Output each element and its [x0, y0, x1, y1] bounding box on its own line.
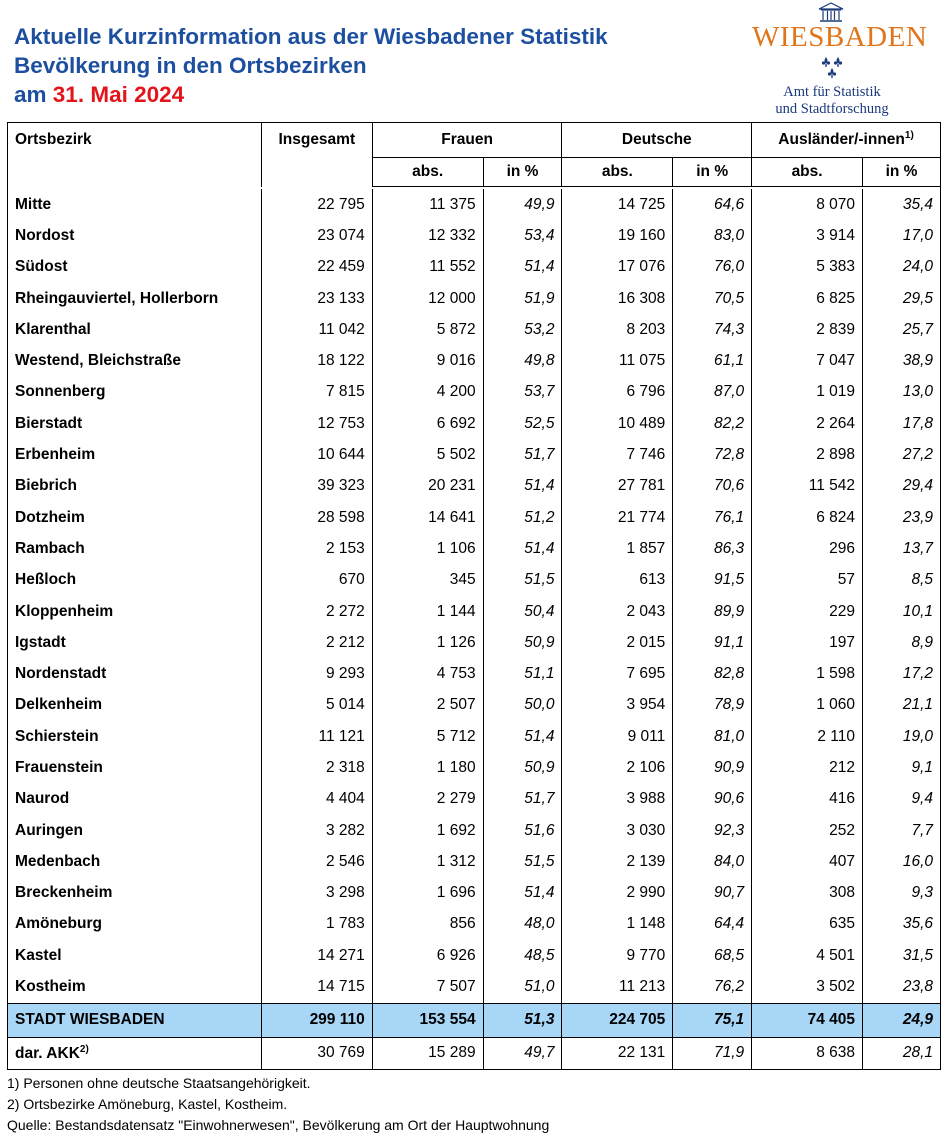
district-total: 2 272	[261, 596, 372, 627]
district-women-pct: 53,2	[483, 314, 562, 345]
total-row-name: STADT WIESBADEN	[8, 1003, 262, 1037]
district-name: Rheingauviertel, Hollerborn	[8, 283, 262, 314]
district-women-pct: 51,4	[483, 878, 562, 909]
district-name: Biebrich	[8, 471, 262, 502]
district-women-pct: 51,0	[483, 971, 562, 1003]
population-table	[7, 122, 941, 1070]
district-foreign-pct: 17,8	[863, 408, 941, 439]
district-name: Frauenstein	[8, 752, 262, 783]
district-german-pct: 89,9	[673, 596, 752, 627]
district-foreign-abs: 1 598	[816, 665, 856, 683]
district-name: Amöneburg	[8, 909, 262, 940]
district-name: Breckenheim	[8, 878, 262, 909]
total-row-german-pct: 75,1	[673, 1003, 752, 1037]
district-total: 7 815	[261, 377, 372, 408]
title-date: 31. Mai 2024	[52, 82, 185, 107]
table-row	[8, 345, 941, 376]
logo-dept-line-1: Amt für Statistik	[783, 84, 881, 100]
district-foreign-abs: 3 914	[816, 226, 856, 244]
district-women-abs: 1 692	[436, 821, 476, 839]
sub-header-german-abs: abs.	[562, 158, 673, 187]
district-german-abs: 6 796	[626, 383, 666, 401]
district-foreign-abs: 1 019	[816, 383, 856, 401]
district-total: 5 014	[261, 690, 372, 721]
akk-row-name	[8, 1037, 262, 1069]
total-row-total: 299 110	[261, 1003, 372, 1037]
district-german-abs: 7 695	[626, 665, 666, 683]
district-foreign-pct: 23,8	[863, 971, 941, 1003]
akk-row-foreign-abs: 8 638	[752, 1037, 863, 1069]
table-row	[8, 658, 941, 689]
district-german-abs: 19 160	[617, 226, 666, 244]
district-foreign-abs: 2 110	[817, 727, 856, 745]
sub-header-german-pct: in %	[673, 158, 752, 187]
akk-row-german-pct: 71,9	[673, 1037, 752, 1069]
district-foreign-abs: 4 501	[816, 946, 856, 964]
district-german-pct: 91,5	[673, 565, 752, 596]
group-header-german: Deutsche	[562, 123, 752, 158]
district-women-pct: 51,4	[483, 721, 562, 752]
district-total: 23 133	[261, 283, 372, 314]
district-foreign-pct: 31,5	[863, 940, 941, 971]
district-german-abs: 11 075	[619, 352, 666, 370]
district-women-abs: 4 200	[436, 383, 476, 401]
district-name: Igstadt	[8, 627, 262, 658]
district-german-abs: 2 106	[626, 758, 666, 776]
district-german-pct: 76,1	[673, 502, 752, 533]
district-women-pct: 50,9	[483, 627, 562, 658]
table-row	[8, 189, 941, 220]
district-foreign-pct: 35,4	[863, 189, 941, 220]
district-name: Heßloch	[8, 565, 262, 596]
district-german-abs: 27 781	[617, 477, 666, 495]
district-foreign-pct: 9,3	[863, 878, 941, 909]
district-foreign-pct: 35,6	[863, 909, 941, 940]
table-row	[8, 878, 941, 909]
district-women-abs: 6 926	[436, 946, 476, 964]
sub-header-foreign-pct: in %	[863, 158, 941, 187]
total-row-women-abs: 153 554	[372, 1003, 483, 1037]
title-line-3	[14, 80, 608, 109]
district-name: Südost	[8, 252, 262, 283]
district-foreign-abs: 5 383	[816, 258, 856, 276]
district-total: 23 074	[261, 220, 372, 251]
district-name: Kostheim	[8, 971, 262, 1003]
district-foreign-pct: 21,1	[863, 690, 941, 721]
district-total: 3 298	[261, 878, 372, 909]
table-row	[8, 596, 941, 627]
district-german-pct: 70,5	[673, 283, 752, 314]
district-women-pct: 51,5	[483, 565, 562, 596]
district-german-abs: 3 988	[626, 790, 666, 808]
district-name: Klarenthal	[8, 314, 262, 345]
district-total: 14 715	[261, 971, 372, 1003]
district-women-pct: 53,7	[483, 377, 562, 408]
district-german-pct: 70,6	[673, 471, 752, 502]
district-foreign-abs: 11 542	[808, 477, 856, 495]
district-total: 12 753	[261, 408, 372, 439]
district-total: 22 459	[261, 252, 372, 283]
district-foreign-pct: 29,4	[863, 471, 941, 502]
district-women-pct: 51,4	[483, 471, 562, 502]
district-total: 18 122	[261, 345, 372, 376]
district-german-abs: 10 489	[617, 414, 666, 432]
district-german-abs: 14 725	[617, 195, 666, 213]
district-german-pct: 90,6	[673, 784, 752, 815]
district-name: Bierstadt	[8, 408, 262, 439]
report-title	[14, 22, 608, 109]
district-women-abs: 14 641	[428, 508, 476, 526]
district-total: 2 212	[261, 627, 372, 658]
district-total: 10 644	[261, 439, 372, 470]
district-foreign-pct: 24,0	[863, 252, 941, 283]
district-foreign-abs: 8 070	[816, 195, 856, 213]
district-foreign-pct: 9,4	[863, 784, 941, 815]
akk-row-women-abs: 15 289	[372, 1037, 483, 1069]
district-women-abs: 20 231	[428, 477, 476, 495]
district-name: Auringen	[8, 815, 262, 846]
district-name: Medenbach	[8, 846, 262, 877]
district-foreign-abs: 2 898	[816, 446, 856, 464]
district-foreign-pct: 13,7	[863, 533, 941, 564]
district-foreign-pct: 19,0	[863, 721, 941, 752]
district-german-pct: 72,8	[673, 439, 752, 470]
district-foreign-pct: 17,0	[863, 220, 941, 251]
district-women-pct: 49,9	[483, 189, 562, 220]
logo-wordmark: WIESBADEN	[752, 21, 928, 53]
district-german-abs: 9 770	[626, 946, 666, 964]
district-women-pct: 51,6	[483, 815, 562, 846]
district-women-abs: 1 312	[436, 852, 476, 870]
district-name: Mitte	[8, 189, 262, 220]
table-row	[8, 471, 941, 502]
district-foreign-pct: 8,5	[863, 565, 941, 596]
district-women-pct: 50,0	[483, 690, 562, 721]
district-german-abs: 2 043	[626, 602, 666, 620]
district-women-pct: 48,5	[483, 940, 562, 971]
sub-header-women-pct: in %	[483, 158, 562, 187]
district-german-abs: 1 857	[626, 539, 666, 557]
district-german-abs: 21 774	[617, 508, 666, 526]
district-name: Kastel	[8, 940, 262, 971]
district-foreign-abs: 407	[829, 852, 856, 870]
table-row	[8, 533, 941, 564]
title-line-2: Bevölkerung in den Ortsbezirken	[14, 53, 367, 78]
group-header-women: Frauen	[372, 123, 562, 158]
district-german-abs: 3 030	[626, 821, 666, 839]
group-header-foreign	[752, 123, 941, 158]
district-foreign-pct: 23,9	[863, 502, 941, 533]
district-german-abs: 613	[639, 571, 666, 589]
district-foreign-abs: 229	[829, 602, 856, 620]
footnote-2: 2) Ortsbezirke Amöneburg, Kastel, Kostheim.	[7, 1096, 288, 1112]
district-foreign-pct: 25,7	[863, 314, 941, 345]
district-german-pct: 82,8	[673, 658, 752, 689]
district-german-pct: 90,9	[673, 752, 752, 783]
akk-row	[8, 1037, 941, 1069]
district-foreign-abs: 296	[829, 539, 856, 557]
district-foreign-pct: 27,2	[863, 439, 941, 470]
district-foreign-abs: 57	[837, 571, 856, 589]
akk-row-german-abs: 22 131	[562, 1037, 673, 1069]
table-row	[8, 752, 941, 783]
total-row	[8, 1003, 941, 1037]
footnote-ref-1: 1)	[904, 130, 914, 142]
district-foreign-pct: 17,2	[863, 658, 941, 689]
footnotes	[7, 1073, 549, 1136]
table-row	[8, 314, 941, 345]
district-women-abs: 12 000	[428, 289, 476, 307]
total-row-women-pct: 51,3	[483, 1003, 562, 1037]
district-german-abs: 1 148	[626, 915, 666, 933]
col-header-district: Ortsbezirk	[8, 123, 262, 187]
table-row	[8, 408, 941, 439]
district-women-pct: 51,1	[483, 658, 562, 689]
district-foreign-pct: 13,0	[863, 377, 941, 408]
footnote-ref-2: 2)	[79, 1043, 89, 1055]
district-foreign-abs: 635	[829, 915, 856, 933]
district-foreign-pct: 9,1	[863, 752, 941, 783]
district-foreign-abs: 308	[829, 884, 856, 902]
district-name: Westend, Bleichstraße	[8, 345, 262, 376]
district-women-abs: 2 507	[436, 696, 476, 714]
district-women-abs: 11 552	[429, 258, 476, 276]
district-name: Erbenheim	[8, 439, 262, 470]
district-total: 4 404	[261, 784, 372, 815]
district-women-pct: 51,4	[483, 533, 562, 564]
district-total: 3 282	[261, 815, 372, 846]
district-german-abs: 2 990	[626, 884, 666, 902]
district-foreign-abs: 3 502	[816, 978, 856, 996]
fleur-de-lis-icon	[818, 55, 846, 81]
district-women-abs: 1 180	[436, 758, 476, 776]
district-women-abs: 4 753	[436, 665, 476, 683]
district-women-abs: 12 332	[428, 226, 476, 244]
district-women-abs: 1 126	[436, 633, 476, 651]
district-name: Nordenstadt	[8, 658, 262, 689]
district-name: Dotzheim	[8, 502, 262, 533]
district-women-pct: 51,2	[483, 502, 562, 533]
district-german-pct: 90,7	[673, 878, 752, 909]
table-row	[8, 971, 941, 1003]
district-women-pct: 51,9	[483, 283, 562, 314]
logo-dept-line-2: und Stadtforschung	[775, 101, 889, 117]
district-women-pct: 52,5	[483, 408, 562, 439]
district-german-pct: 82,2	[673, 408, 752, 439]
district-total: 28 598	[261, 502, 372, 533]
district-foreign-abs: 7 047	[816, 352, 856, 370]
district-german-pct: 86,3	[673, 533, 752, 564]
district-women-abs: 7 507	[436, 978, 476, 996]
district-german-pct: 81,0	[673, 721, 752, 752]
table-row	[8, 220, 941, 251]
district-german-pct: 78,9	[673, 690, 752, 721]
title-line-1: Aktuelle Kurzinformation aus der Wiesbadener Statistik	[14, 24, 608, 49]
district-german-abs: 8 203	[626, 320, 666, 338]
district-women-abs: 9 016	[436, 352, 476, 370]
district-name: Delkenheim	[8, 690, 262, 721]
district-german-abs: 16 308	[617, 289, 666, 307]
total-row-foreign-pct: 24,9	[863, 1003, 941, 1037]
district-foreign-pct: 38,9	[863, 345, 941, 376]
city-logo	[752, 2, 928, 120]
district-women-pct: 51,7	[483, 439, 562, 470]
akk-row-label: dar. AKK	[15, 1044, 80, 1062]
table-row	[8, 439, 941, 470]
source-note: Quelle: Bestandsdatensatz "Einwohnerwesen", Bevölkerung am Ort der Hauptwohnung	[7, 1117, 550, 1133]
footnote-1: 1) Personen ohne deutsche Staatsangehörigkeit.	[7, 1075, 311, 1091]
district-women-abs: 345	[449, 571, 476, 589]
district-german-abs: 3 954	[626, 696, 666, 714]
district-german-abs: 2 015	[626, 633, 666, 651]
district-german-abs: 2 139	[626, 852, 666, 870]
table-row	[8, 909, 941, 940]
district-german-pct: 91,1	[673, 627, 752, 658]
district-foreign-pct: 16,0	[863, 846, 941, 877]
district-german-pct: 76,0	[673, 252, 752, 283]
district-total: 2 153	[261, 533, 372, 564]
district-foreign-abs: 212	[829, 758, 856, 776]
table-row	[8, 721, 941, 752]
district-foreign-abs: 416	[829, 790, 856, 808]
table-row	[8, 690, 941, 721]
table-row	[8, 565, 941, 596]
district-german-pct: 76,2	[673, 971, 752, 1003]
district-women-pct: 50,4	[483, 596, 562, 627]
akk-row-total: 30 769	[261, 1037, 372, 1069]
district-women-pct: 50,9	[483, 752, 562, 783]
district-name: Naurod	[8, 784, 262, 815]
district-german-pct: 92,3	[673, 815, 752, 846]
table-row	[8, 784, 941, 815]
district-women-abs: 1 106	[436, 539, 476, 557]
district-german-pct: 74,3	[673, 314, 752, 345]
district-german-abs: 7 746	[626, 446, 666, 464]
district-women-pct: 51,7	[483, 784, 562, 815]
table-row	[8, 252, 941, 283]
district-total: 2 318	[261, 752, 372, 783]
district-foreign-abs: 1 060	[816, 696, 856, 714]
district-women-abs: 2 279	[436, 790, 476, 808]
district-women-abs: 1 144	[436, 602, 476, 620]
district-name: Schierstein	[8, 721, 262, 752]
district-german-pct: 84,0	[673, 846, 752, 877]
district-women-pct: 53,4	[483, 220, 562, 251]
district-foreign-abs: 197	[829, 633, 856, 651]
district-women-pct: 51,4	[483, 252, 562, 283]
table-row	[8, 846, 941, 877]
district-total: 11 121	[261, 721, 372, 752]
district-foreign-abs: 2 264	[816, 414, 856, 432]
district-german-pct: 64,6	[673, 189, 752, 220]
district-total: 670	[261, 565, 372, 596]
district-german-abs: 11 213	[619, 978, 666, 996]
sub-header-foreign-abs: abs.	[752, 158, 863, 187]
district-german-pct: 68,5	[673, 940, 752, 971]
district-women-abs: 856	[449, 915, 476, 933]
district-women-pct: 51,5	[483, 846, 562, 877]
district-name: Kloppenheim	[8, 596, 262, 627]
table-row	[8, 815, 941, 846]
district-name: Sonnenberg	[8, 377, 262, 408]
district-total: 11 042	[261, 314, 372, 345]
table-row	[8, 283, 941, 314]
district-total: 39 323	[261, 471, 372, 502]
district-women-abs: 1 696	[436, 884, 476, 902]
district-name: Nordost	[8, 220, 262, 251]
district-total: 9 293	[261, 658, 372, 689]
table-row	[8, 627, 941, 658]
district-german-abs: 17 076	[617, 258, 666, 276]
district-foreign-pct: 10,1	[863, 596, 941, 627]
district-german-abs: 9 011	[627, 727, 666, 745]
logo-department	[752, 84, 912, 118]
district-german-pct: 87,0	[673, 377, 752, 408]
table-row	[8, 377, 941, 408]
total-row-foreign-abs: 74 405	[752, 1003, 863, 1037]
akk-row-women-pct: 49,7	[483, 1037, 562, 1069]
district-foreign-pct: 29,5	[863, 283, 941, 314]
district-foreign-abs: 252	[829, 821, 856, 839]
district-women-pct: 49,8	[483, 345, 562, 376]
district-name: Rambach	[8, 533, 262, 564]
district-foreign-abs: 6 825	[816, 289, 856, 307]
district-total: 2 546	[261, 846, 372, 877]
district-women-abs: 6 692	[436, 414, 476, 432]
district-foreign-abs: 6 824	[816, 508, 856, 526]
district-women-pct: 48,0	[483, 909, 562, 940]
district-foreign-pct: 7,7	[863, 815, 941, 846]
table-row	[8, 940, 941, 971]
title-date-prefix: am	[14, 82, 47, 107]
district-total: 22 795	[261, 189, 372, 220]
district-total: 1 783	[261, 909, 372, 940]
district-foreign-pct: 8,9	[863, 627, 941, 658]
col-header-total: Insgesamt	[261, 123, 372, 187]
district-foreign-abs: 2 839	[816, 320, 856, 338]
group-header-foreign-label: Ausländer/-innen	[778, 131, 905, 149]
district-women-abs: 11 375	[429, 195, 476, 213]
district-german-pct: 83,0	[673, 220, 752, 251]
table-row	[8, 502, 941, 533]
district-women-abs: 5 712	[436, 727, 476, 745]
district-women-abs: 5 502	[436, 446, 476, 464]
total-row-german-abs: 224 705	[562, 1003, 673, 1037]
akk-row-foreign-pct: 28,1	[863, 1037, 941, 1069]
district-women-abs: 5 872	[436, 320, 476, 338]
district-german-pct: 61,1	[673, 345, 752, 376]
sub-header-women-abs: abs.	[372, 158, 483, 187]
district-total: 14 271	[261, 940, 372, 971]
district-german-pct: 64,4	[673, 909, 752, 940]
